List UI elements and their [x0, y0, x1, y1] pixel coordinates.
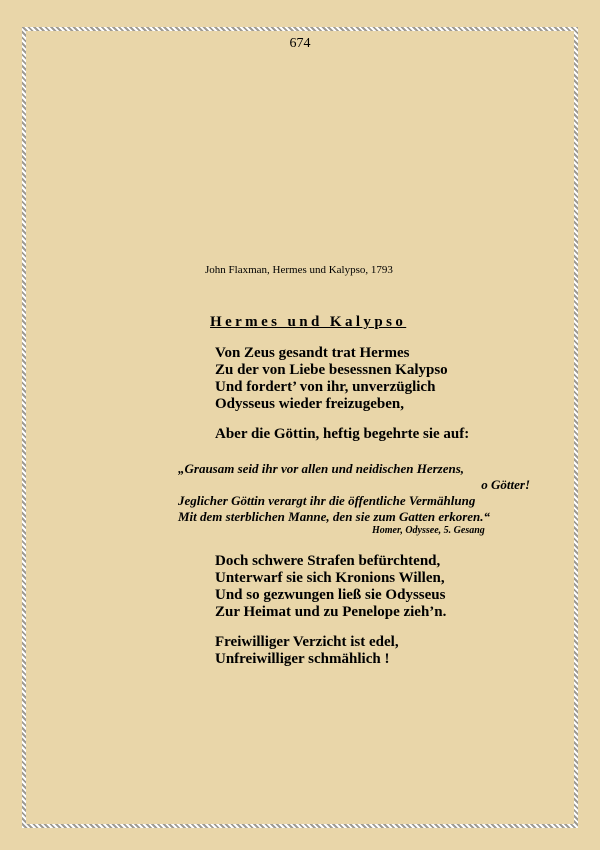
poem-line: Aber die Göttin, heftig begehrte sie auf: [215, 426, 470, 442]
stanza-1 [215, 345, 448, 413]
poem-line: Zu der von Liebe besessnen Kalypso [215, 362, 448, 378]
intro-line [215, 426, 469, 443]
quote-line-3: Mit dem sterblichen Manne, den sie zum Gatten erkoren.“ [178, 509, 491, 524]
poem-line: Freiwilliger Verzicht ist edel, [215, 634, 399, 650]
poem-line: Doch schwere Strafen befürchtend, [215, 553, 441, 569]
poem-line: Von Zeus gesandt trat Hermes [215, 345, 410, 361]
poem-line: Unfreiwilliger schmählich ! [215, 651, 390, 667]
poem-line: Unterwarf sie sich Kronions Willen, [215, 570, 445, 586]
stanza-3 [215, 634, 399, 668]
page-number: 674 [289, 36, 311, 51]
poem-line: Zur Heimat und zu Penelope zieh’n. [215, 604, 447, 620]
quote-line-2: Jeglicher Göttin verargt ihr die öffentliche Vermählung [178, 493, 476, 508]
stanza-2 [215, 553, 446, 621]
quote-line-1-end: o Götter! [481, 477, 530, 492]
poem-title: Hermes und Kalypso [210, 314, 407, 330]
quote-line-1: „Grausam seid ihr vor allen und neidischen Herzens, [178, 461, 465, 476]
quote-source: Homer, Odyssee, 5. Gesang [372, 525, 485, 536]
poem-line: Und so gezwungen ließ sie Odysseus [215, 587, 446, 603]
image-caption: John Flaxman, Hermes und Kalypso, 1793 [205, 264, 393, 276]
poem-line: Odysseus wieder freizugeben, [215, 396, 405, 412]
poem-line: Und fordert’ von ihr, unverzüglich [215, 379, 436, 395]
